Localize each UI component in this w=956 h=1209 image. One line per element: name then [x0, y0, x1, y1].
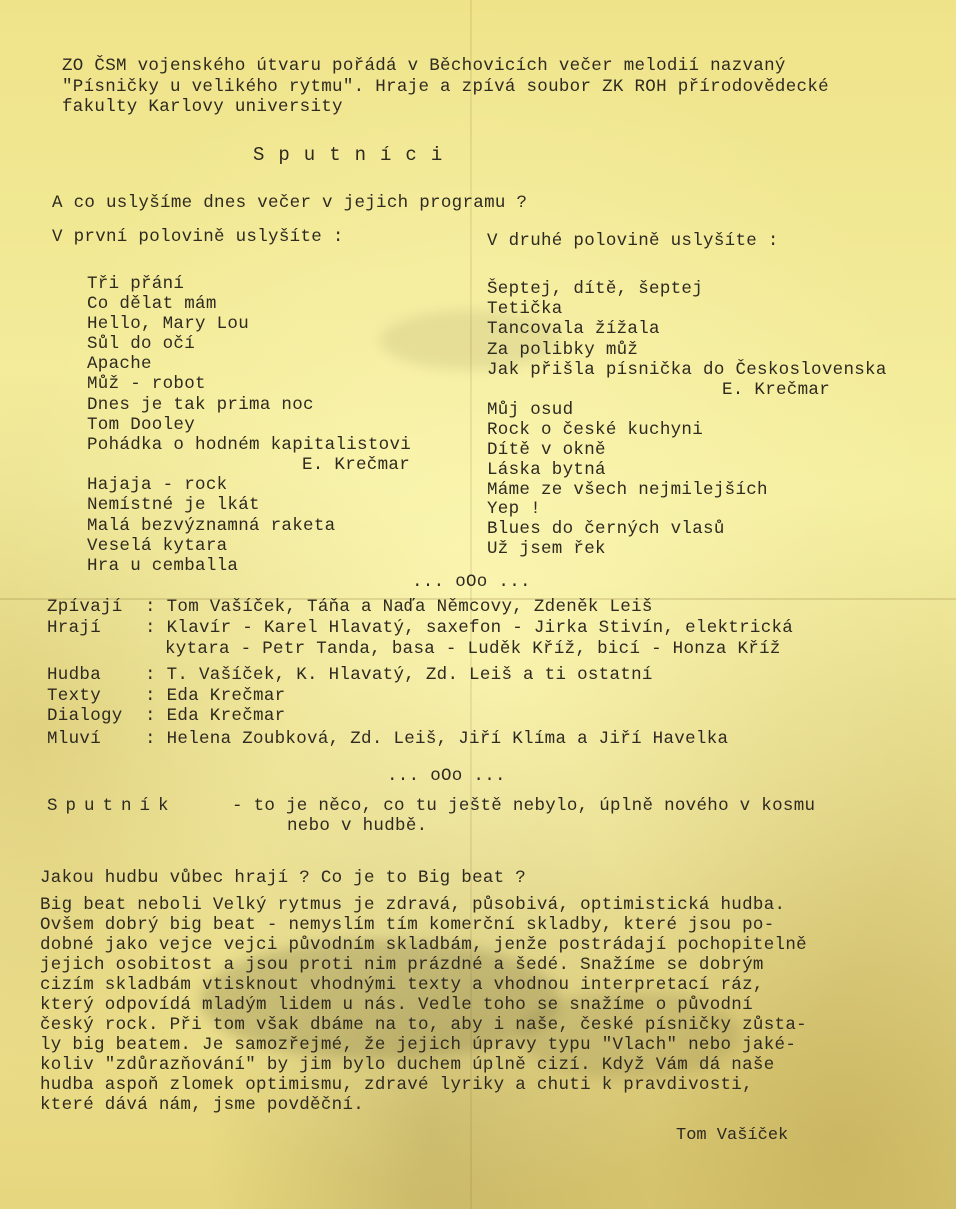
- credit-label: Mluví: [47, 729, 102, 749]
- song-item: Máme ze všech nejmilejších: [487, 480, 768, 500]
- song-item: Nemístné je lkát: [87, 495, 260, 515]
- credit-text: : Tom Vašíček, Táňa a Naďa Němcovy, Zdeněk Leiš: [145, 597, 653, 617]
- body-line: hudba aspoň zlomek optimismu, zdravé lyriky a chuti k pravdivosti,: [40, 1075, 753, 1095]
- intro-line: "Písničky u velikého rytmu". Hraje a zpívá soubor ZK ROH přírodovědecké: [62, 77, 829, 97]
- song-item: Jak přišla písnička do Československa: [487, 360, 887, 380]
- song-author: E. Krečmar: [722, 380, 831, 400]
- song-item: Pohádka o hodném kapitalistovi: [87, 435, 412, 455]
- song-item: Můj osud: [487, 400, 574, 420]
- body-line: ly big beatem. Je samozřejmé, že jejich úpravy typu "Vlach" nebo jaké-: [40, 1035, 797, 1055]
- song-item: Rock o české kuchyni: [487, 420, 704, 440]
- body-line: Big beat neboli Velký rytmus je zdravá, působivá, optimistická hudba.: [40, 895, 786, 915]
- song-item: Sůl do očí: [87, 334, 196, 354]
- song-item: Už jsem řek: [487, 539, 606, 559]
- body-line: koliv "zdůrazňování" by jim bylo duchem úplně cizí. Když Vám dá naše: [40, 1055, 775, 1075]
- sputnik-word: Sputník: [47, 796, 177, 816]
- credit-text: : Helena Zoubková, Zd. Leiš, Jiří Klíma a Jiří Havelka: [145, 729, 729, 749]
- song-item: Tancovala žížala: [487, 319, 660, 339]
- song-item: Dítě v okně: [487, 440, 606, 460]
- first-half-heading: V první polovině uslyšíte :: [52, 227, 344, 247]
- credit-label: Zpívají: [47, 597, 123, 617]
- song-item: Malá bezvýznamná raketa: [87, 516, 336, 536]
- credit-label: Hudba: [47, 665, 102, 685]
- intro-line: fakulty Karlovy university: [62, 97, 343, 117]
- song-item: Láska bytná: [487, 460, 606, 480]
- credit-label: Hrají: [47, 618, 102, 638]
- body-line: jejich osobitost a jsou proti nim prázdné a šedé. Snažíme se dobrým: [40, 955, 764, 975]
- song-item: Můž - robot: [87, 374, 206, 394]
- song-item: Blues do černých vlasů: [487, 519, 725, 539]
- song-item: Hajaja - rock: [87, 475, 228, 495]
- song-item: Tom Dooley: [87, 415, 196, 435]
- body-line: Jakou hudbu vůbec hrají ? Co je to Big beat ?: [40, 868, 527, 888]
- program-question: A co uslyšíme dnes večer v jejich programu ?: [52, 193, 528, 213]
- song-item: Hra u cemballa: [87, 556, 239, 576]
- body-line: který odpovídá mladým lidem u nás. Vedle toho se snažíme o původní: [40, 995, 753, 1015]
- body-line: které dává nám, jsme povděční.: [40, 1095, 365, 1115]
- song-author: E. Krečmar: [302, 455, 411, 475]
- credit-text: : T. Vašíček, K. Hlavatý, Zd. Leiš a ti ostatní: [145, 665, 653, 685]
- intro-line: ZO ČSM vojenského útvaru pořádá v Běchovicích večer melodií nazvaný: [62, 56, 786, 76]
- song-item: Tetička: [487, 299, 563, 319]
- separator: ... oOo ...: [387, 766, 506, 786]
- credit-text: : Eda Krečmar: [145, 706, 286, 726]
- song-item: Yep !: [487, 499, 542, 519]
- credit-label: Texty: [47, 686, 102, 706]
- page-title: Sputníci: [253, 144, 457, 166]
- song-item: Hello, Mary Lou: [87, 314, 250, 334]
- signature: Tom Vašíček: [676, 1126, 789, 1145]
- body-line: dobné jako vejce vejci původním skladbám, jenže postrádají pochopitelně: [40, 935, 807, 955]
- second-half-heading: V druhé polovině uslyšíte :: [487, 231, 779, 251]
- sputnik-definition: nebo v hudbě.: [287, 816, 428, 836]
- body-line: cizím skladbám vtisknout vhodnými texty a vhodnou interpretací ráz,: [40, 975, 764, 995]
- credit-text: kytara - Petr Tanda, basa - Luděk Kříž, bicí - Honza Kříž: [165, 639, 781, 659]
- song-item: Veselá kytara: [87, 536, 228, 556]
- sputnik-definition: - to je něco, co tu ještě nebylo, úplně nového v kosmu: [232, 796, 816, 816]
- body-line: Ovšem dobrý big beat - nemyslím tím komerční skladby, které jsou po-: [40, 915, 775, 935]
- song-item: Co dělat mám: [87, 294, 217, 314]
- credit-text: : Klavír - Karel Hlavatý, saxefon - Jirka Stivín, elektrická: [145, 618, 794, 638]
- song-item: Šeptej, dítě, šeptej: [487, 279, 704, 299]
- credit-text: : Eda Krečmar: [145, 686, 286, 706]
- separator: ... oOo ...: [412, 572, 531, 592]
- song-item: Apache: [87, 354, 152, 374]
- song-item: Za polibky můž: [487, 340, 639, 360]
- credit-label: Dialogy: [47, 706, 123, 726]
- body-line: český rock. Při tom však dbáme na to, aby i naše, české písničky zůsta-: [40, 1015, 807, 1035]
- song-item: Tři přání: [87, 274, 185, 294]
- song-item: Dnes je tak prima noc: [87, 395, 314, 415]
